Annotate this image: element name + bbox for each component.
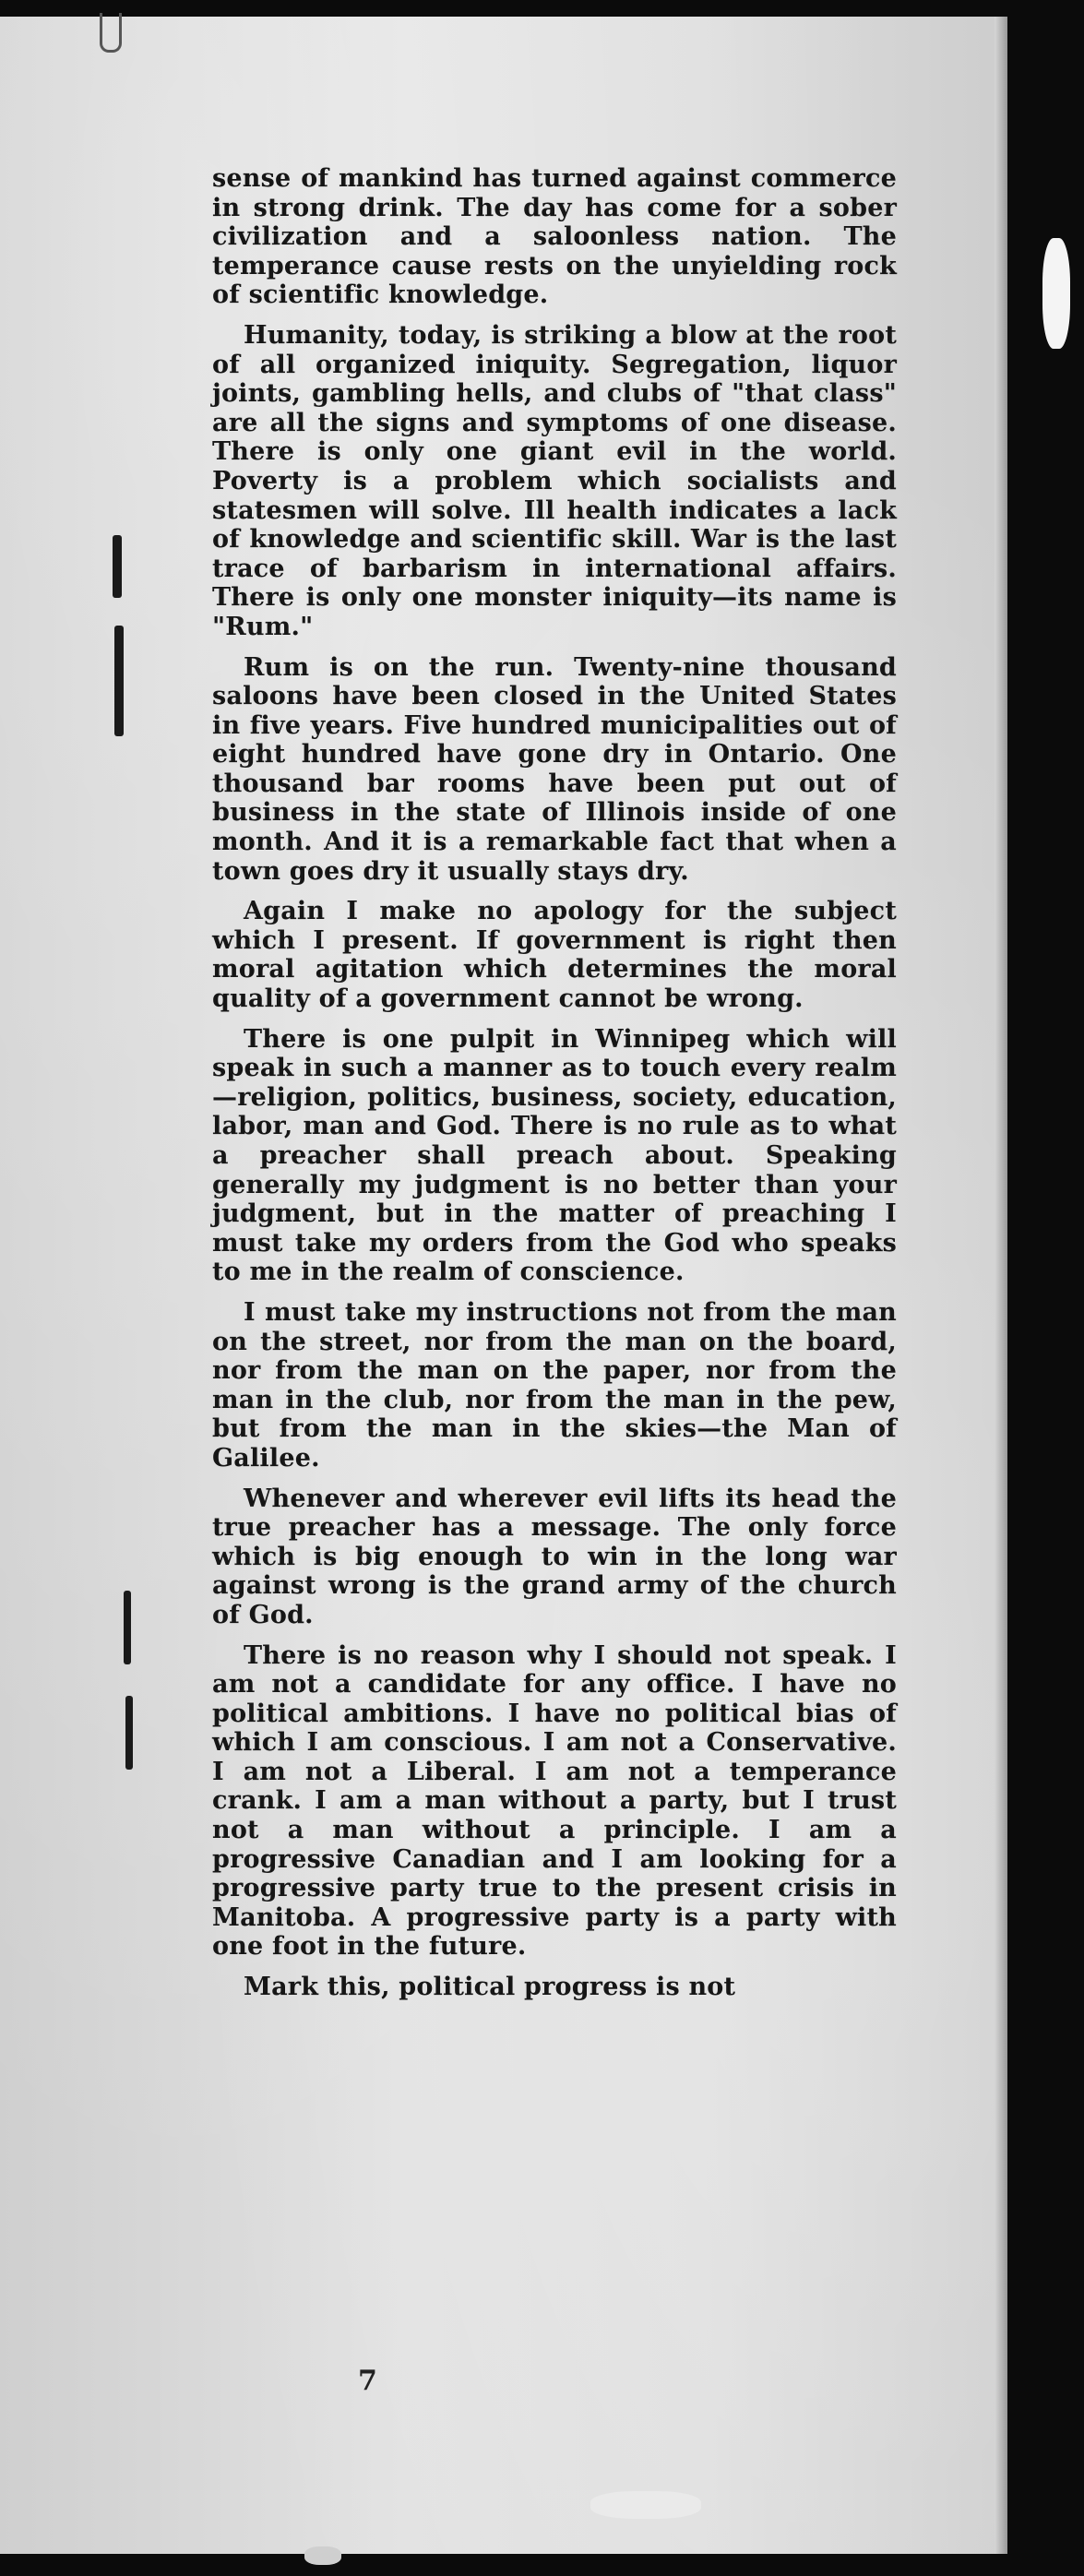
paragraph: Again I make no apology for the subject which I present. If government is right then moral agitation which determines the moral quality of a government cannot be wrong. [212,897,897,1014]
scan-artifact [304,2546,341,2565]
scan-smudge [1042,238,1070,349]
paragraph: There is no reason why I should not speak. I am not a candidate for any office. I have no political ambitions. I have no political bias of which I am conscious. I am not a Conservative. I am not a Liberal. I am not a temperance crank. I am a man without a party, but I trust not a man without a principle. I am a progressive Canadian and I am looking for a progressive party true to the present crisis in Manitoba. A progressive party is a party with one foot in the future. [212,1640,897,1962]
binding-mark [113,535,122,598]
paragraph: Humanity, today, is striking a blow at the root of all organized iniquity. Segregation, liquor joints, gambling hells, and clubs of "that class" are all the signs and symptoms of one disease. There is only one giant evil in the world. Poverty is a problem which socialists and statesmen will solve. Ill health indicates a lack of knowledge and scientific skill. War is the last trace of barbarism in international affairs. There is only one monster iniquity—its name is "Rum." [212,320,897,641]
paragraph: Mark this, political progress is not [244,1973,736,2002]
binding-mark [125,1696,133,1770]
body-text [212,164,897,2013]
binding-mark [114,626,124,736]
paragraph: Whenever and wherever evil lifts its head the true preacher has a message. The only force which is big enough to win in the long war against wrong is the grand army of the church of God. [212,1484,897,1629]
scan-artifact [590,2491,701,2519]
binding-mark [124,1591,131,1664]
page-edge [995,17,1007,2554]
paragraph: Rum is on the run. Twenty-nine thousand saloons have been closed in the United States in five years. Five hundred municipalities out of eight hundred have gone dry in Ontario. One thousand bar rooms have been put out of business in the state of Illinois inside of one month. And it is a remarkable fact that when a town goes dry it usually stays dry. [212,652,897,886]
page-notch [100,13,122,53]
document-page [0,17,1007,2554]
paragraph: sense of mankind has turned against commerce in strong drink. The day has come for a sober civilization and a saloonless nation. The temperance cause rests on the unyielding rock of scientific knowledge. [212,164,897,310]
page-number: 7 [358,2365,377,2397]
paragraph: There is one pulpit in Winnipeg which will speak in such a manner as to touch every realm—religion, politics, business, society, education, labor, man and God. There is no rule as to what a preacher shall preach about. Speaking generally my judgment is no better than your judgment, but in the matter of preaching I must take my orders from the God who speaks to me in the realm of conscience. [212,1024,897,1287]
paragraph: I must take my instructions not from the man on the street, nor from the man on the board, nor from the man on the paper, nor from the man in the club, nor from the man in the pew, but from the man in the skies—the Man of Galilee. [212,1297,897,1473]
